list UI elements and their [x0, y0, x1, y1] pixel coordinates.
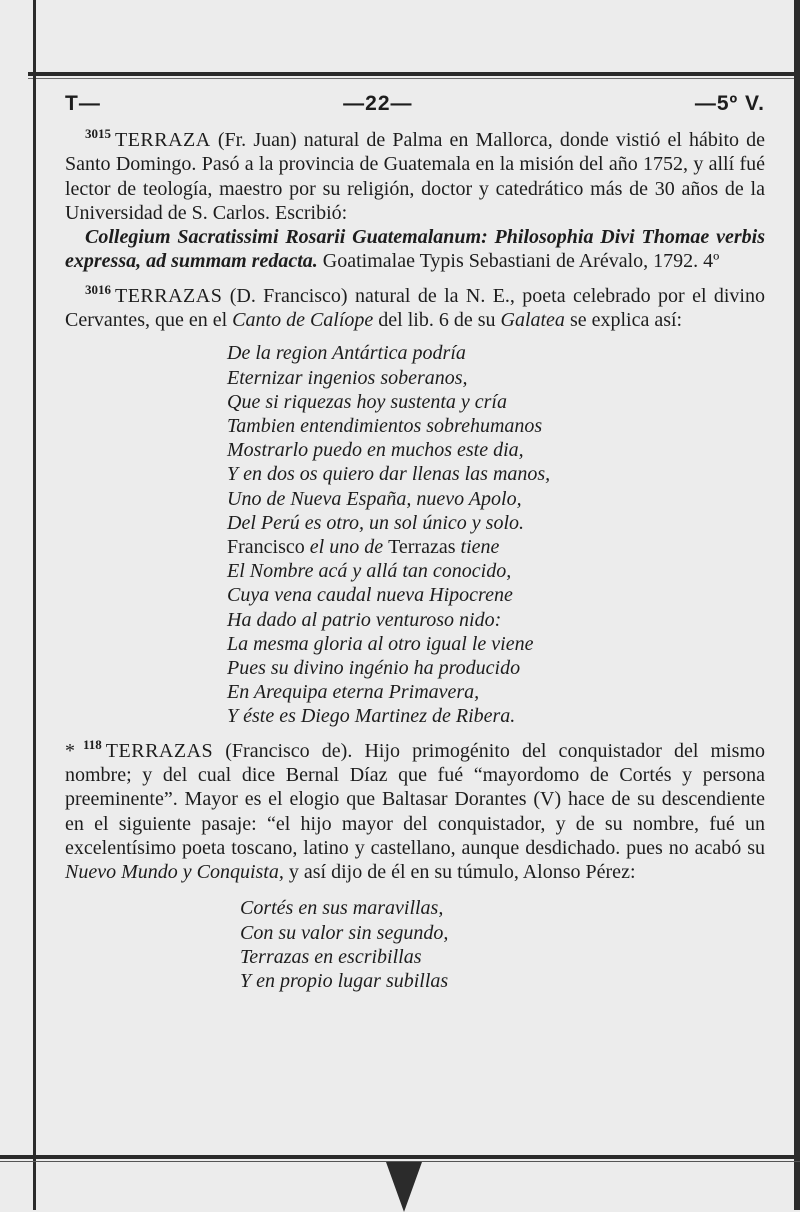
verse-line: Y éste es Diego Martinez de Ribera. — [227, 705, 516, 728]
verse-line: Uno de Nueva España, nuevo Apolo, — [227, 487, 522, 510]
verse-line: Y en dos os quiero dar llenas las manos, — [227, 463, 551, 486]
running-header — [65, 92, 765, 128]
entry-118 — [65, 736, 765, 885]
verse-line: Cortés en sus maravillas, — [240, 897, 444, 920]
bottom-rule — [0, 1155, 800, 1159]
verse-block-perez — [65, 896, 765, 993]
right-rule — [794, 0, 800, 1210]
entry-star: * — [65, 739, 75, 762]
verse-name: Francisco — [227, 536, 305, 558]
verse-line: De la region Antártica podría — [227, 342, 466, 365]
entry-number: 118 — [83, 736, 102, 752]
verse-line: La mesma gloria al otro igual le viene — [227, 632, 534, 655]
entry-number: 3015 — [85, 126, 111, 142]
verse-line: Tambien entendimientos sobrehumanos — [227, 414, 543, 437]
verse-text: tiene — [455, 536, 500, 558]
verse-line: Que si riquezas hoy sustenta y cría — [227, 390, 507, 413]
entry-text: (Fr. Juan) natural de Palma en Mallorca, donde vistió el hábito de Santo Domingo. Pasó a la provincia de Guatemala en la misión del año 1752, y allí fué lector de teología, maestro por su religión, doctor y catedrático más de 30 años de la Universidad de S. Carlos. Escribió: — [65, 129, 765, 224]
bottom-notch-marker — [386, 1162, 422, 1212]
entry-text: y así dijo de él en su túmulo, Alonso Pérez: — [283, 861, 636, 884]
verse-line: Cuya vena caudal nueva Hipocrene — [227, 584, 513, 607]
verse-line: Con su valor sin segundo, — [240, 921, 449, 944]
entry-name: TERRAZAS — [115, 284, 223, 307]
verse-line — [227, 535, 765, 559]
verse-line: El Nombre acá y allá tan conocido, — [227, 560, 512, 583]
header-page-number: —22— — [343, 92, 413, 115]
verse-line: En Arequipa eterna Primavera, — [227, 681, 480, 704]
verse-line: Mostrarlo puedo en muchos este dia, — [227, 439, 524, 462]
page-content — [65, 92, 765, 993]
entry-3015 — [65, 128, 765, 274]
verse-block-cervantes — [65, 341, 765, 728]
verse-line: Terrazas en escribillas — [240, 945, 422, 968]
work-title: Galatea — [500, 309, 565, 332]
entry-text: se explica así: — [564, 309, 683, 332]
entry-text: (Francisco de). Hijo primogénito del conquistador del mismo nombre; y del cual dice Bernal Díaz que fué “mayordomo de Cortés y persona preeminente”. Mayor es el elogio que Baltasar Dorantes (V) hace de su descendiente en el siguiente pasaje: “el hijo mayor del conquistador, y de su nombre, fué un excelentísimo poeta toscano, latino y castellano, aunque desdichado. pues no acabó su — [65, 739, 765, 859]
verse-line: Ha dado al patrio venturoso nido: — [227, 608, 502, 631]
entry-name: TERRAZAS — [105, 739, 214, 762]
entry-number: 3016 — [85, 282, 111, 298]
entry-text: (D. Francisco) natural de la N. E., poeta celebrado por el divino Cervantes, que en el — [65, 284, 765, 332]
verse-text: el uno de — [304, 536, 389, 558]
top-rule-shadow — [28, 78, 800, 79]
header-letter: T— — [65, 92, 101, 115]
entry-text: del lib. 6 de su — [373, 309, 501, 332]
verse-line: Pues su divino ingénio ha producido — [227, 657, 521, 680]
header-volume: —5º V. — [694, 92, 765, 115]
verse-line: Del Perú es otro, un sol único y solo. — [227, 511, 525, 534]
work-title: Collegium Sacratissimi Rosarii Guatemalanum: Philosophia Divi Thomae verbis expressa, ad summam redacta. — [65, 226, 765, 273]
top-rule — [28, 72, 800, 76]
verse-line: Y en propio lugar subillas — [240, 970, 449, 993]
work-title: Canto de Calíope — [232, 309, 374, 332]
work-imprint: Goatimalae Typis Sebastiani de Arévalo, 1792. 4º — [317, 250, 720, 273]
verse-line: Eternizar ingenios soberanos, — [227, 366, 468, 389]
verse-name: Terrazas — [388, 536, 456, 558]
entry-name: TERRAZA — [115, 129, 211, 151]
work-title: Nuevo Mundo y Conquista, — [65, 861, 284, 884]
entry-3016 — [65, 284, 765, 333]
left-rule — [33, 0, 36, 1210]
